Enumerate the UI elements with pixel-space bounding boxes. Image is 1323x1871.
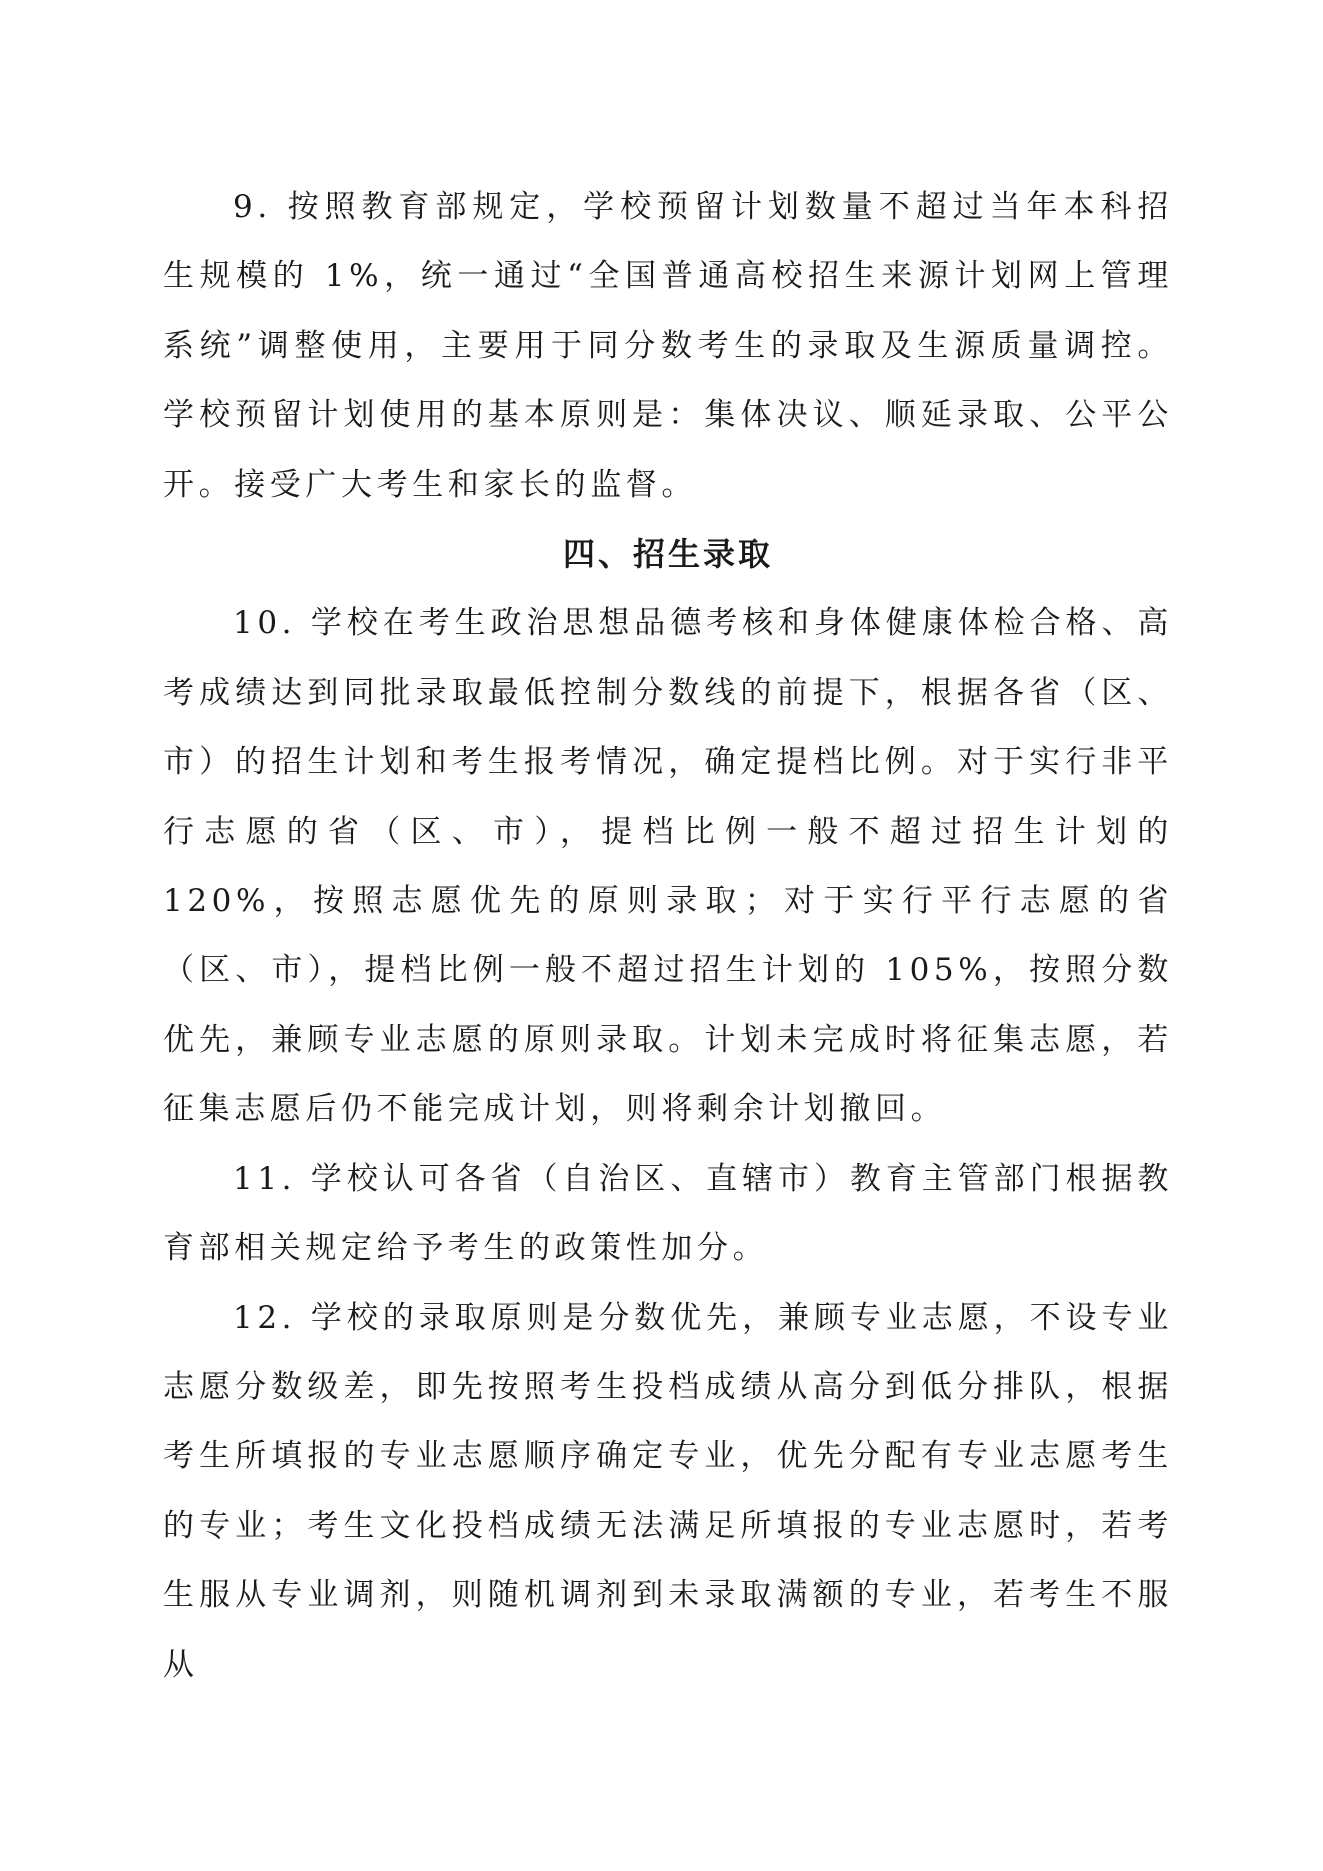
paragraph-10: 10. 学校在考生政治思想品德考核和身体健康体检合格、高考成绩达到同批录取最低控制分数线的前提下，根据各省（区、市）的招生计划和考生报考情况，确定提档比例。对于实行非平行志愿的省（区、市），提档比例一般不超过招生计划的 120%，按照志愿优先的原则录取；对于实行平行志愿的省（区、市），提档比例一般不超过招生计划的 105%，按照分数优先，兼顾专业志愿的原则录取。计划未完成时将征集志愿，若征集志愿后仍不能完成计划，则将剩余计划撤回。 bbox=[163, 605, 1173, 1128]
paragraph-9: 9. 按照教育部规定，学校预留计划数量不超过当年本科招生规模的 1%，统一通过“全国普通高校招生来源计划网上管理系统”调整使用，主要用于同分数考生的录取及生源质量调控。学校预留计划使用的基本原则是：集体决议、顺延录取、公平公开。接受广大考生和家长的监督。 bbox=[163, 189, 1173, 503]
paragraph-11: 11. 学校认可各省（自治区、直辖市）教育主管部门根据教育部相关规定给予考生的政策性加分。 bbox=[163, 1160, 1173, 1267]
paragraph-12: 12. 学校的录取原则是分数优先，兼顾专业志愿，不设专业志愿分数级差，即先按照考生投档成绩从高分到低分排队，根据考生所填报的专业志愿顺序确定专业，优先分配有专业志愿考生的专业；考生文化投档成绩无法满足所填报的专业志愿时，若考生服从专业调剂，则随机调剂到未录取满额的专业，若考生不服从 bbox=[163, 1299, 1173, 1683]
document-body bbox=[163, 173, 1173, 1700]
section-heading-admission: 四、招生录取 bbox=[562, 535, 773, 574]
